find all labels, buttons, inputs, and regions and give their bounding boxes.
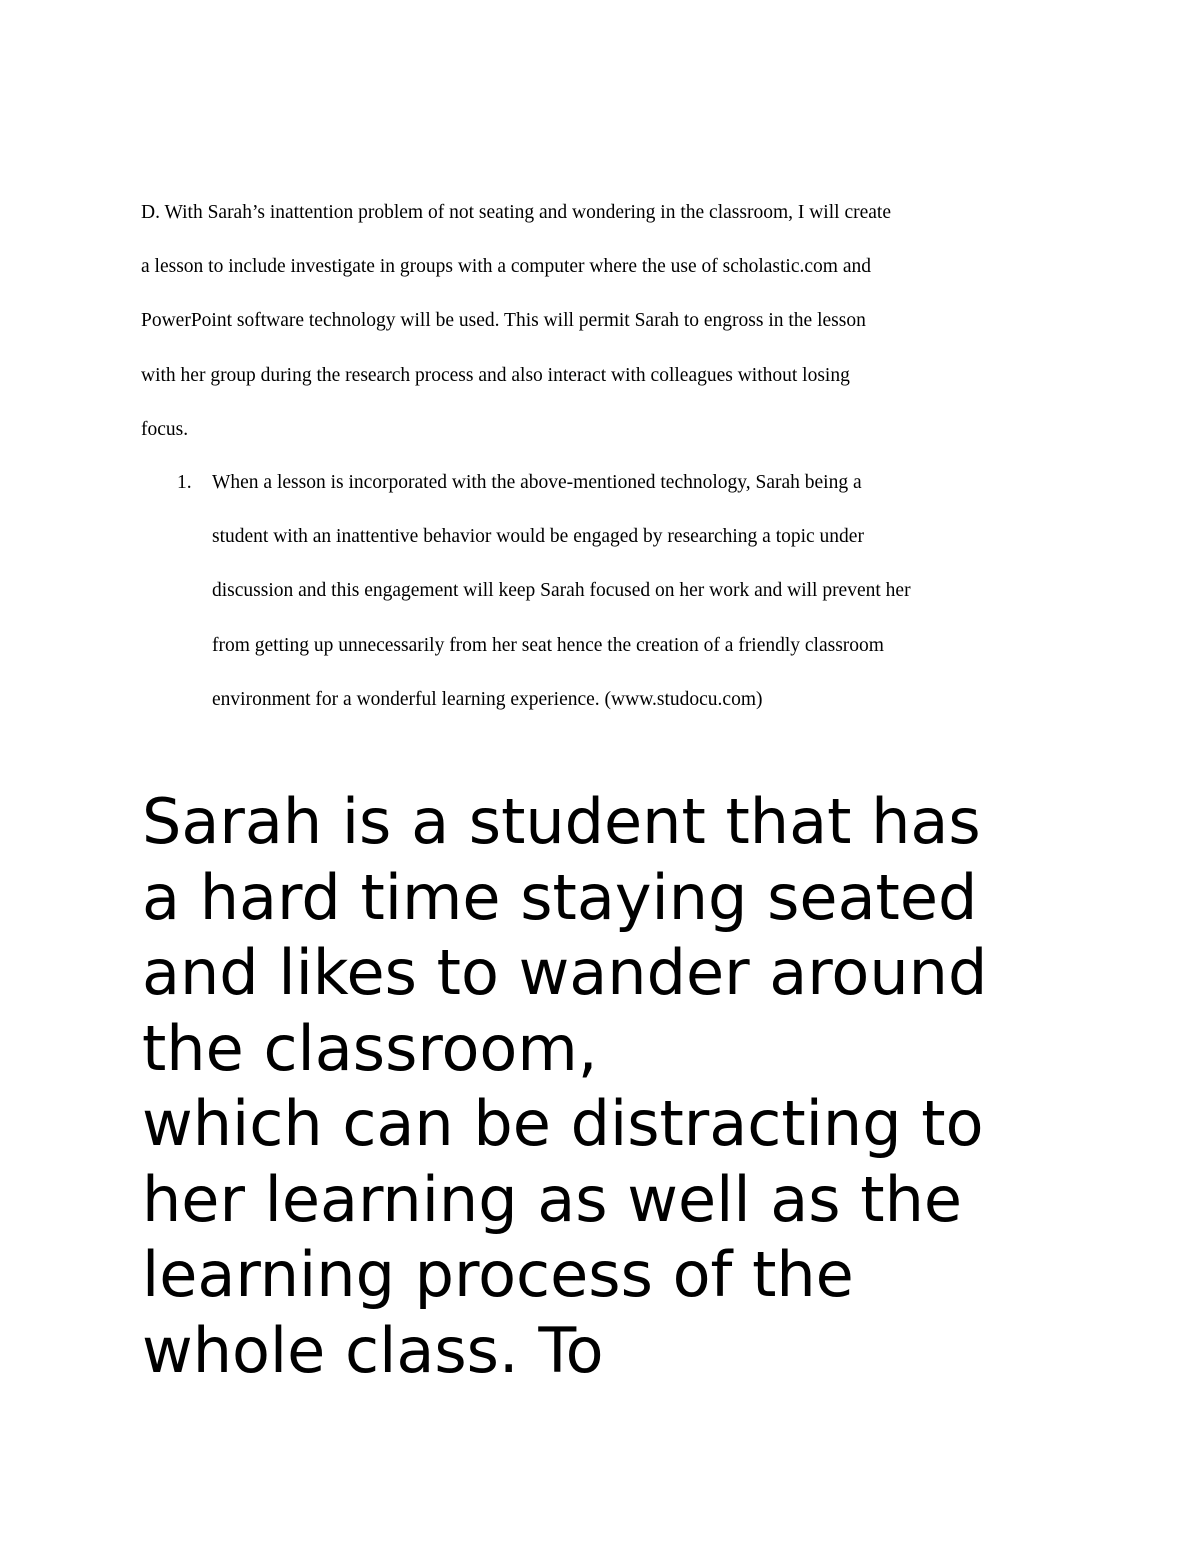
body-paragraph bbox=[141, 186, 1071, 457]
paragraph-line: with her group during the research process and also interact with colleagues without losing bbox=[141, 364, 850, 386]
list-item-line: student with an inattentive behavior would be engaged by researching a topic under bbox=[212, 526, 864, 548]
paragraph-line: D. With Sarah’s inattention problem of not seating and wondering in the classroom, I will create bbox=[141, 202, 891, 223]
large-text-line: and likes to wander around bbox=[142, 936, 988, 1009]
large-text-line: a hard time staying seated bbox=[142, 860, 978, 934]
list-item-line: environment for a wonderful learning experience. (www.studocu.com) bbox=[212, 688, 763, 710]
list-item-line: discussion and this engagement will keep Sarah focused on her work and will prevent her bbox=[212, 580, 911, 602]
list-item-line: When a lesson is incorporated with the above-mentioned technology, Sarah being a bbox=[212, 472, 862, 493]
large-text-line: whole class. To bbox=[142, 1313, 604, 1387]
paragraph-line: a lesson to include investigate in groups with a computer where the use of scholastic.com and bbox=[141, 256, 871, 278]
large-text-line: Sarah is a student that has bbox=[142, 785, 981, 858]
large-text-line: which can be distracting to bbox=[142, 1087, 984, 1160]
large-text-line: her learning as well as the bbox=[142, 1162, 963, 1236]
paragraph-line: PowerPoint software technology will be used. This will permit Sarah to engross in the lesson bbox=[141, 310, 866, 332]
list-item-line: from getting up unnecessarily from her seat hence the creation of a friendly classroom bbox=[212, 634, 884, 656]
list-number: 1. bbox=[177, 472, 192, 493]
numbered-list bbox=[141, 456, 1071, 727]
paragraph-line: focus. bbox=[141, 418, 189, 440]
list-item bbox=[141, 456, 1071, 727]
large-text-line: the classroom, bbox=[142, 1011, 598, 1085]
large-text-block bbox=[142, 784, 1102, 1388]
large-text-line: learning process of the bbox=[142, 1238, 854, 1311]
